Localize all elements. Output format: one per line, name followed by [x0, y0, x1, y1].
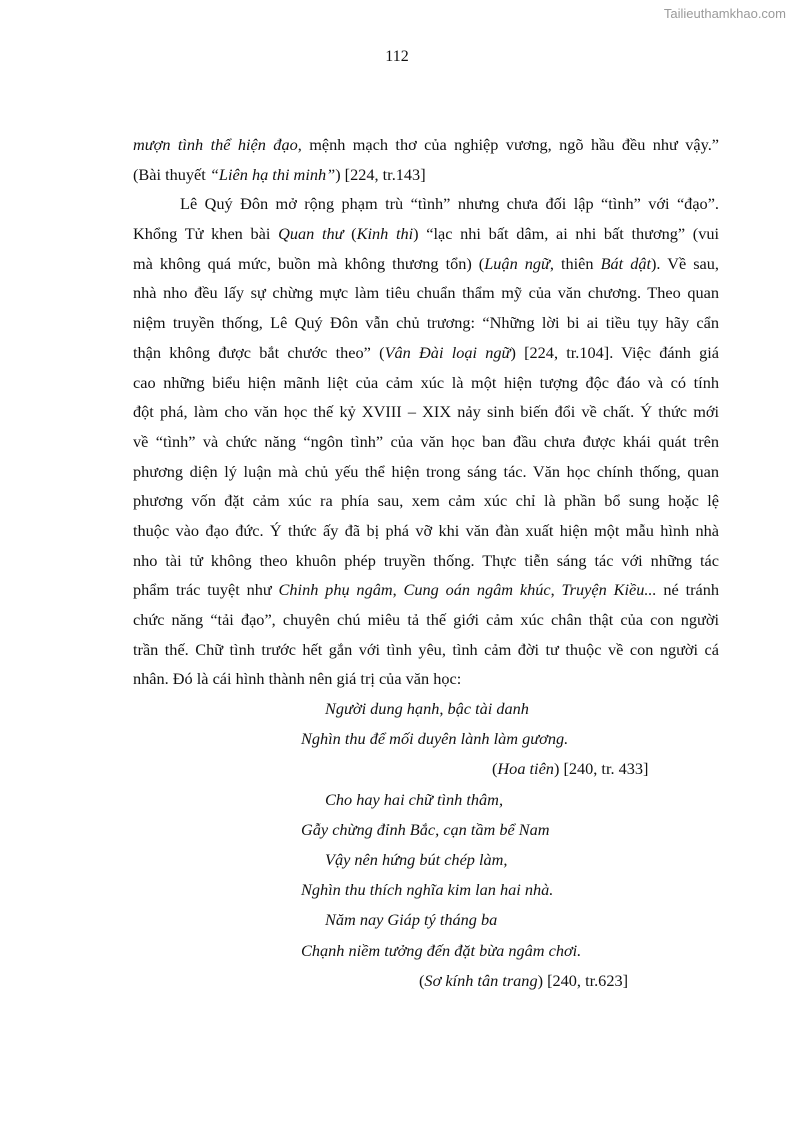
- poem-line: Năm nay Giáp tý tháng ba: [325, 910, 498, 930]
- text-run: (Bài thuyết: [133, 164, 210, 184]
- italic-text: Bát dật: [600, 253, 651, 273]
- text-run: phương diện lý luận mà chủ yếu thể hiện trong sáng tác. Văn học chính thống, quan: [133, 461, 719, 481]
- text-run: nhân. Đó là cái hình thành nên giá trị của văn học:: [133, 669, 462, 689]
- text-line: [133, 457, 719, 487]
- italic-text: “Liên hạ thi minh”: [209, 164, 336, 184]
- poem-line: Chạnh niềm tưởng đến đặt bừa ngâm chơi.: [301, 940, 582, 960]
- text-run: né tránh: [656, 580, 719, 600]
- poem-line: Nghìn thu thích nghĩa kim lan hai nhà.: [301, 880, 554, 900]
- italic-text: Hoa tiên: [497, 759, 554, 779]
- poem-line: Gẫy chừng đỉnh Bắc, cạn tầm bể Nam: [301, 819, 550, 839]
- italic-text: Vân Đài loại ngữ: [384, 342, 511, 362]
- text-run: ). Về sau,: [651, 253, 719, 273]
- text-run: Khổng Tử khen bài: [133, 224, 279, 244]
- text-run: niệm truyền thống, Lê Quý Đôn vẫn chủ trương: “Những lời bi ai tiều tụy hãy cẩn: [133, 313, 719, 333]
- text-run: nhà nho đều lấy sự chừng mực làm tiêu chuẩn thẩm mỹ của văn chương. Theo quan: [133, 283, 719, 303]
- text-run: thận không được bắt chước theo” (: [133, 342, 385, 362]
- text-run: ) [224, tr.104]. Việc đánh giá: [510, 342, 719, 362]
- page-number: 112: [385, 48, 409, 65]
- poem-block: [133, 694, 719, 996]
- italic-text: Luận ngữ: [484, 253, 550, 273]
- text-run: ) [240, tr. 433]: [553, 759, 649, 779]
- text-run: ) “lạc nhi bất dâm, ai nhi bất thương” (vui: [413, 224, 719, 244]
- text-run: về “tình” và chức năng “ngôn tình” của văn học ban đầu chưa được khái quát trên: [133, 431, 719, 451]
- text-run: , mệnh mạch thơ của nghiệp vương, ngõ hầu đều như vậy.”: [297, 135, 719, 154]
- text-run: nho tài tử không theo khuôn phép truyền thống. Thực tiễn sáng tác với những tác: [133, 550, 719, 570]
- text-line: [133, 635, 719, 665]
- italic-text: Sơ kính tân trang: [424, 970, 538, 990]
- text-line: [133, 130, 719, 160]
- text-run: (: [419, 970, 425, 990]
- text-run: ,: [392, 580, 404, 600]
- text-line: [133, 189, 719, 219]
- text-line: [133, 516, 719, 546]
- text-line: [133, 546, 719, 576]
- text-run: đột phá, làm cho văn học thế kỷ XVIII – XIX nảy sinh biến đổi về chất. Ý thức mới: [133, 402, 719, 422]
- poem-line: Người dung hạnh, bậc tài danh: [325, 699, 529, 719]
- italic-text: Cung oán ngâm khúc: [403, 580, 551, 600]
- text-line: [133, 278, 719, 308]
- poem-line: Cho hay hai chữ tình thâm,: [325, 789, 504, 809]
- text-run: thuộc vào đạo đức. Ý thức ấy đã bị phá vỡ khi văn đàn xuất hiện một mẫu hình nhà: [133, 520, 719, 540]
- text-run: chức năng “tải đạo”, chuyên chú miêu tả thế giới cảm xúc chân thật của con người: [133, 610, 719, 629]
- poem-line: Vậy nên hứng bút chép làm,: [325, 850, 508, 869]
- text-line: [133, 368, 719, 398]
- italic-text: mượn tình thể hiện đạo: [133, 135, 298, 154]
- text-run: cao những biểu hiện mãnh liệt của cảm xúc là một hiện tượng độc đáo và có tính: [133, 372, 719, 392]
- text-line: [133, 249, 719, 279]
- italic-text: Chinh phụ ngâm: [278, 580, 393, 600]
- body-text: [133, 130, 719, 996]
- poem-source: [133, 966, 719, 996]
- text-run: ) [240, tr.623]: [537, 970, 629, 990]
- text-line: [133, 427, 719, 457]
- text-line: [133, 575, 719, 605]
- paragraph-block: [133, 130, 719, 694]
- text-run: ,: [550, 580, 562, 600]
- text-run: trần thế. Chữ tình trước hết gắn với tình yêu, tình cảm đời tư thuộc về con người cá: [133, 639, 719, 659]
- text-line: [133, 219, 719, 249]
- italic-text: Truyện Kiều...: [561, 580, 657, 600]
- italic-text: Kinh thi: [356, 224, 414, 244]
- text-line: [133, 397, 719, 427]
- text-run: Lê Quý Đôn mở rộng phạm trù “tình” nhưng chưa đối lập “tình” với “đạo”.: [180, 194, 719, 214]
- text-line: [133, 160, 719, 190]
- text-line: [133, 308, 719, 338]
- text-line: [133, 605, 719, 635]
- poem-line: Nghìn thu để mối duyên lành làm gương.: [301, 729, 569, 749]
- poem-source: [133, 754, 719, 784]
- italic-text: Quan thư: [278, 224, 344, 244]
- text-line: [133, 664, 719, 694]
- text-run: phương vốn đặt cảm xúc ra phía sau, xem cảm xúc chỉ là phần bổ sung hoặc lệ: [133, 491, 719, 511]
- text-line: [133, 338, 719, 368]
- text-run: mà không quá mức, buồn mà không thương tổn) (: [133, 253, 485, 273]
- text-run: , thiên: [549, 253, 601, 273]
- watermark: Tailieuthamkhao.com: [663, 6, 786, 21]
- text-run: ) [224, tr.143]: [335, 164, 426, 184]
- text-run: (: [343, 224, 357, 244]
- text-line: [133, 486, 719, 516]
- text-run: phẩm trác tuyệt như: [133, 580, 279, 600]
- text-run: (: [492, 759, 498, 779]
